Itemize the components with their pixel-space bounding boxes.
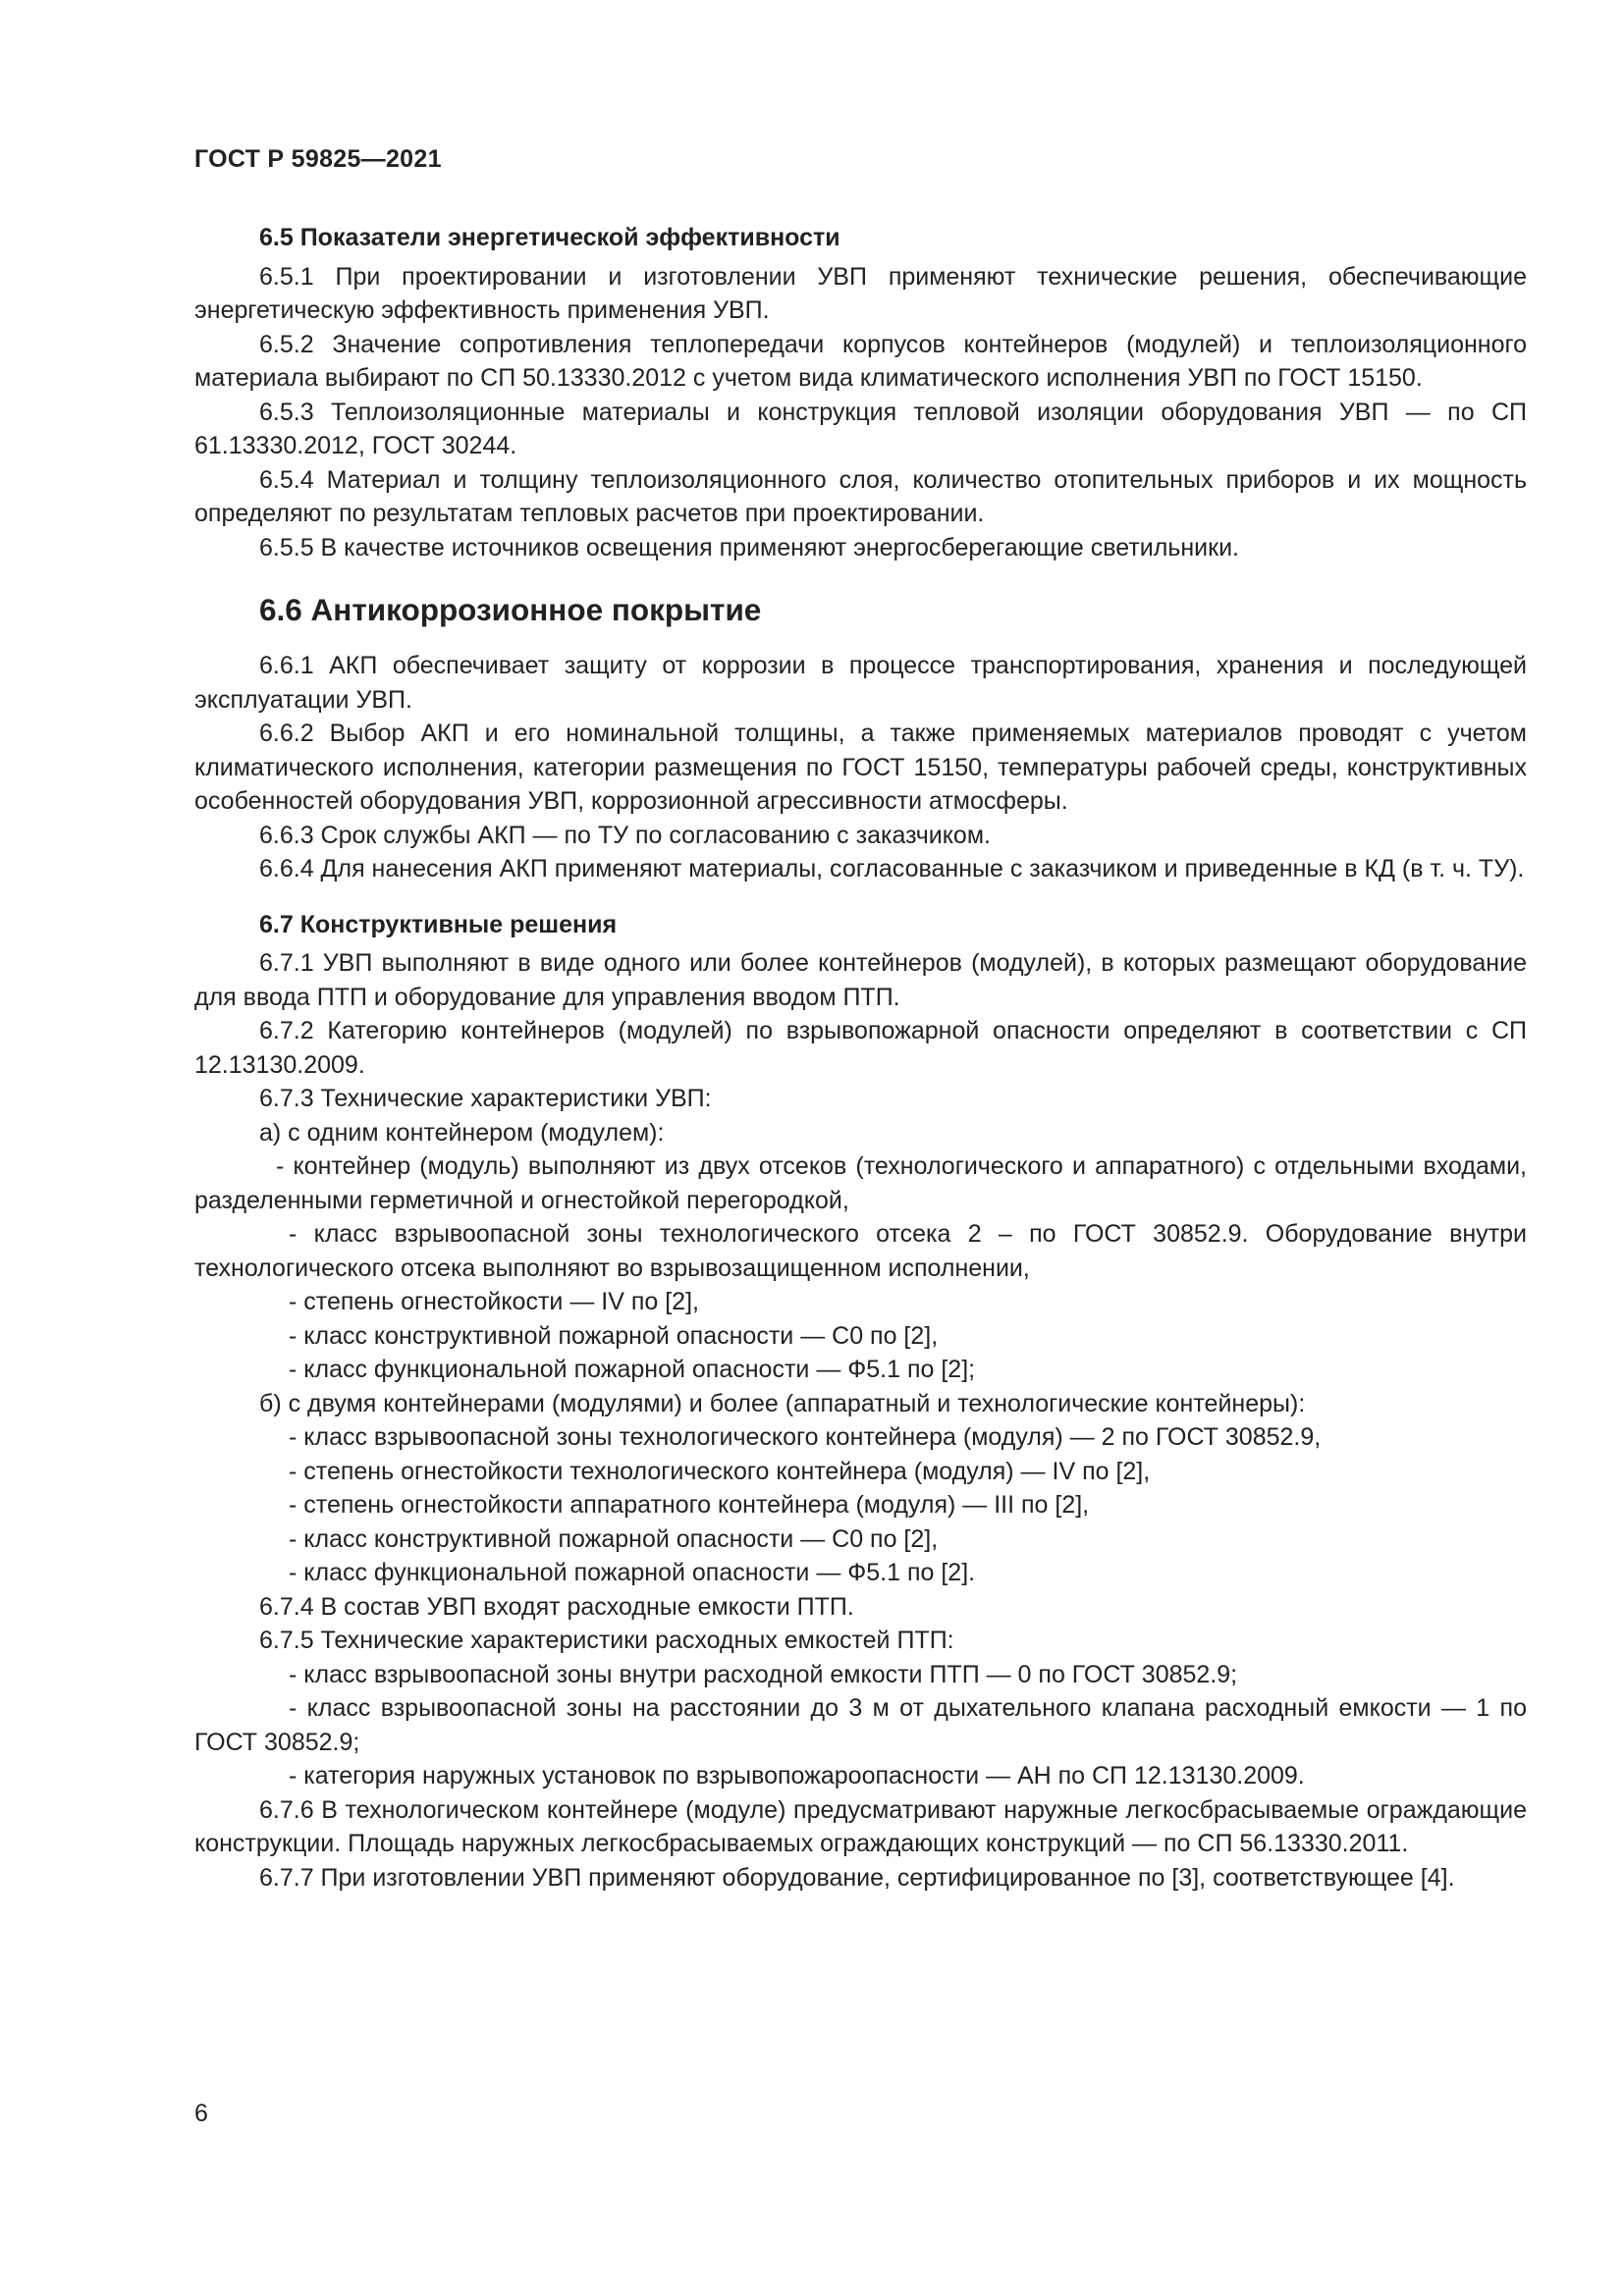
page-number: 6 [194,2100,208,2127]
list-item-c-1: - класс взрывоопасной зоны внутри расходной емкости ПТП — 0 по ГОСТ 30852.9; [289,1660,1238,1688]
list-item-a: а) с одним контейнером (модулем): [259,1118,665,1147]
paragraph-6-6-1: 6.6.1 АКП обеспечивает защиту от коррозии в процессе транспортирования, хранения и последующей эксплуатации УВП. [194,652,1527,714]
list-item-b-4: - класс конструктивной пожарной опасности — С0 по [2], [289,1524,939,1553]
paragraph-6-5-3: 6.5.3 Теплоизоляционные материалы и конструкция тепловой изоляции оборудования УВП — по СП 61.13330.2012, ГОСТ 30244. [194,398,1527,459]
section-title-6-7: 6.7 Конструктивные решения [259,910,618,938]
paragraph-6-6-3: 6.6.3 Срок службы АКП — по ТУ по согласованию с заказчиком. [259,821,991,849]
paragraph-6-7-7: 6.7.7 При изготовлении УВП применяют оборудование, сертифицированное по [3], соответствующее [4]. [259,1863,1455,1892]
paragraph-6-6-4: 6.6.4 Для нанесения АКП применяют материалы, согласованные с заказчиком и приведенные в КД (в т. ч. ТУ). [259,855,1525,882]
list-item-b: б) с двумя контейнерами (модулями) и более (аппаратный и технологические контейнеры): [259,1389,1306,1417]
list-item-a-1: - контейнер (модуль) выполняют из двух отсеков (технологического и аппаратного) с отдельными входами, разделенными герметичной и огнестойкой перегородкой, [194,1152,1527,1214]
list-item-c-3: - категория наружных установок по взрывопожароопасности — АН по СП 12.13130.2009. [289,1762,1305,1789]
paragraph-6-6-2: 6.6.2 Выбор АКП и его номинальной толщины, а также применяемых материалов проводят с учетом климатического исполнения, категории размещения по ГОСТ 15150, температуры рабочей среды, конструктивных особенностей оборудования УВП, коррозионной агрессивности атмосферы. [194,720,1527,815]
paragraph-6-5-4: 6.5.4 Материал и толщину теплоизоляционного слоя, количество отопительных приборов и их мощность определяют по результатам тепловых расчетов при проектировании. [194,465,1527,527]
section-title-6-6: 6.6 Антикоррозионное покрытие [259,592,762,627]
list-item-c-2: - класс взрывоопасной зоны на расстоянии до 3 м от дыхательного клапана расходный емкости — 1 по ГОСТ 30852.9; [194,1694,1527,1756]
document-header: ГОСТ Р 59825—2021 [194,145,442,173]
list-item-a-3: - степень огнестойкости — IV по [2], [289,1288,699,1315]
paragraph-6-7-2: 6.7.2 Категорию контейнеров (модулей) по взрывопожарной опасности определяют в соответствии с СП 12.13130.2009. [194,1017,1527,1079]
list-item-a-5: - класс функциональной пожарной опасности — Ф5.1 по [2]; [289,1356,976,1383]
list-item-a-4: - класс конструктивной пожарной опасности — С0 по [2], [289,1321,939,1350]
paragraph-6-5-1: 6.5.1 При проектировании и изготовлении УВП применяют технические решения, обеспечивающие энергетическую эффективность применения УВП. [194,262,1527,324]
list-item-b-3: - степень огнестойкости аппаратного контейнера (модуля) — III по [2], [289,1491,1090,1519]
paragraph-6-7-4: 6.7.4 В состав УВП входят расходные емкости ПТП. [259,1592,854,1621]
document-body [194,221,1527,1895]
section-title-6-5: 6.5 Показатели энергетической эффективности [259,224,840,251]
paragraph-6-5-5: 6.5.5 В качестве источников освещения применяют энергосберегающие светильники. [259,533,1239,561]
list-item-a-2: - класс взрывоопасной зоны технологического отсека 2 – по ГОСТ 30852.9. Оборудование внутри технологического отсека выполняют во взрывозащищенном исполнении, [194,1220,1527,1282]
paragraph-6-7-3: 6.7.3 Технические характеристики УВП: [259,1085,712,1112]
paragraph-6-7-6: 6.7.6 В технологическом контейнере (модуле) предусматривают наружные легкосбрасываемые ограждающие конструкции. Площадь наружных легкосбрасываемых ограждающих конструкций — по СП 56.13330.2011. [194,1795,1527,1857]
list-item-b-1: - класс взрывоопасной зоны технологического контейнера (модуля) — 2 по ГОСТ 30852.9, [289,1423,1322,1451]
list-item-b-5: - класс функциональной пожарной опасности — Ф5.1 по [2]. [289,1559,976,1586]
paragraph-6-7-1: 6.7.1 УВП выполняют в виде одного или более контейнеров (модулей), в которых размещают оборудование для ввода ПТП и оборудование для управления вводом ПТП. [194,949,1527,1011]
list-item-b-2: - степень огнестойкости технологического контейнера (модуля) — IV по [2], [289,1457,1151,1485]
paragraph-6-5-2: 6.5.2 Значение сопротивления теплопередачи корпусов контейнеров (модулей) и теплоизоляционного материала выбирают по СП 50.13330.2012 с учетом вида климатического исполнения УВП по ГОСТ 15150. [194,330,1527,392]
paragraph-6-7-5: 6.7.5 Технические характеристики расходных емкостей ПТП: [259,1627,954,1654]
